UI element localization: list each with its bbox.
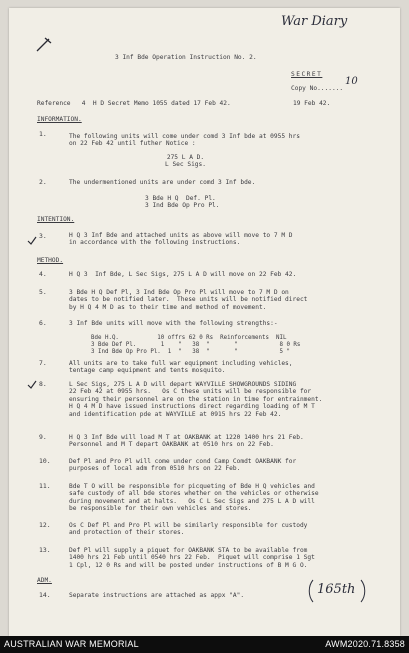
para-4: H Q 3 Inf Bde, L Sec Sigs, 275 L A D will move on 22 Feb 42. xyxy=(69,271,297,278)
para-number: 14. xyxy=(39,591,51,599)
para-13: Def Pl will supply a piquet for OAKBANK STA to be available from 1400 hrs 21 Feb until 0540 hrs 22 Feb. Piquet will comprise 1 Sgt 1 Cpl, 12 0 Rs and will be posted under instructions of B M G O. xyxy=(69,547,315,569)
para-11: Bde T O will be responsible for picqueting of Bde H Q vehicles and safe custody of all bde stores whether on the vehicles or otherwise during movement and at halts. Os C L Sec Sigs and 275 L A D will be responsible for their own vehicles and stores. xyxy=(69,483,319,513)
para-number: 1. xyxy=(39,130,47,138)
para-number: 3. xyxy=(39,232,47,240)
signature-bracket-icon xyxy=(307,578,367,604)
para-7: All units are to take full war equipment including vehicles, tentage camp equipment and tents mosquito. xyxy=(69,360,293,375)
para-1: The following units will come under comd 3 Inf bde at 0955 hrs on 22 Feb 42 until futher Notice : xyxy=(69,133,300,148)
document-page xyxy=(9,8,400,636)
para-1-units: 275 L A D. L Sec Sigs. xyxy=(165,154,206,169)
para-10: Def Pl and Pro Pl will come under cond Camp Comdt OAKBANK for purposes of local adm from 0510 hrs on 22 Feb. xyxy=(69,458,297,473)
footer-institution: AUSTRALIAN WAR MEMORIAL xyxy=(4,639,139,649)
check-mark-icon xyxy=(27,380,37,390)
para-number: 11. xyxy=(39,482,51,490)
doc-title: 3 Inf Bde Operation Instruction No. 2. xyxy=(115,54,257,61)
para-12: Os C Def Pl and Pro Pl will be similarly responsible for custody and protection of their stores. xyxy=(69,522,308,537)
para-6: 3 Inf Bde units will move with the following strengths:- xyxy=(69,320,278,327)
document-date: 19 Feb 42. xyxy=(293,100,331,107)
heading-intention: INTENTION. xyxy=(37,216,75,223)
archive-footer xyxy=(0,636,409,653)
para-number: 4. xyxy=(39,270,47,278)
para-14: Separate instructions are attached as appx "A". xyxy=(69,592,245,599)
para-number: 13. xyxy=(39,546,51,554)
para-number: 7. xyxy=(39,359,47,367)
reference-line: Reference 4 H D Secret Memo 1055 dated 17 Feb 42. xyxy=(37,100,231,107)
para-number: 6. xyxy=(39,319,47,327)
para-2: The undermentioned units are under comd 3 Inf bde. xyxy=(69,179,256,186)
para-number: 10. xyxy=(39,457,51,465)
para-number: 12. xyxy=(39,521,51,529)
pen-mark-icon xyxy=(35,35,55,53)
para-5: 3 Bde H Q Def Pl, 3 Ind Bde Op Pro Pl will move to 7 M D on dates to be notified later. These units will be notified direct by H Q 4 M D as to their time and method of movement. xyxy=(69,289,308,311)
para-number: 8. xyxy=(39,380,47,388)
heading-information: INFORMATION. xyxy=(37,116,82,123)
footer-accession-number: AWM2020.71.8358 xyxy=(325,639,405,649)
para-2-units: 3 Bde H Q Def. Pl. 3 Ind Bde Op Pro Pl. xyxy=(145,195,220,210)
para-9: H Q 3 Inf Bde will load M T at OAKBANK at 1220 1400 hrs 21 Feb. Personnel and M T depart OAKBANK at 0510 hrs on 22 Feb. xyxy=(69,434,304,449)
para-8: L Sec Sigs, 275 L A D will depart WAYVILLE SHOWGROUNDS SIDING 22 Feb 42 at 0955 hrs. Os C these units will be responsible for ensuring their personnel are on the station in time for entrainment. H Q 4 M D have issued instructions direct regarding loading of M T and identification pde at WAYVILLE at 0915 hrs 22 Feb 42. xyxy=(69,381,323,418)
handwritten-copy-number: 10 xyxy=(345,76,358,87)
para-number: 9. xyxy=(39,433,47,441)
copy-number-label: Copy No....... xyxy=(291,85,344,92)
heading-adm: ADM. xyxy=(37,577,52,584)
check-mark-icon xyxy=(27,236,37,246)
heading-method: METHOD. xyxy=(37,257,64,264)
para-number: 2. xyxy=(39,178,47,186)
strength-table: Bde H.Q. 10 offrs 62 0 Rs Reinforcements NIL 3 Bde Def Pl. 1 " 38 " " 8 0 Rs 3 Ind Bde Op Pro Pl. 1 " 38 " " 5 " xyxy=(91,335,301,356)
para-number: 5. xyxy=(39,288,47,296)
secret-marking: SECRET xyxy=(291,71,323,78)
handwritten-war-diary: War Diary xyxy=(281,14,348,29)
handwritten-signature: 165th xyxy=(317,582,356,597)
para-3: H Q 3 Inf Bde and attached units as above will move to 7 M D in accordance with the following instructions. xyxy=(69,232,293,247)
